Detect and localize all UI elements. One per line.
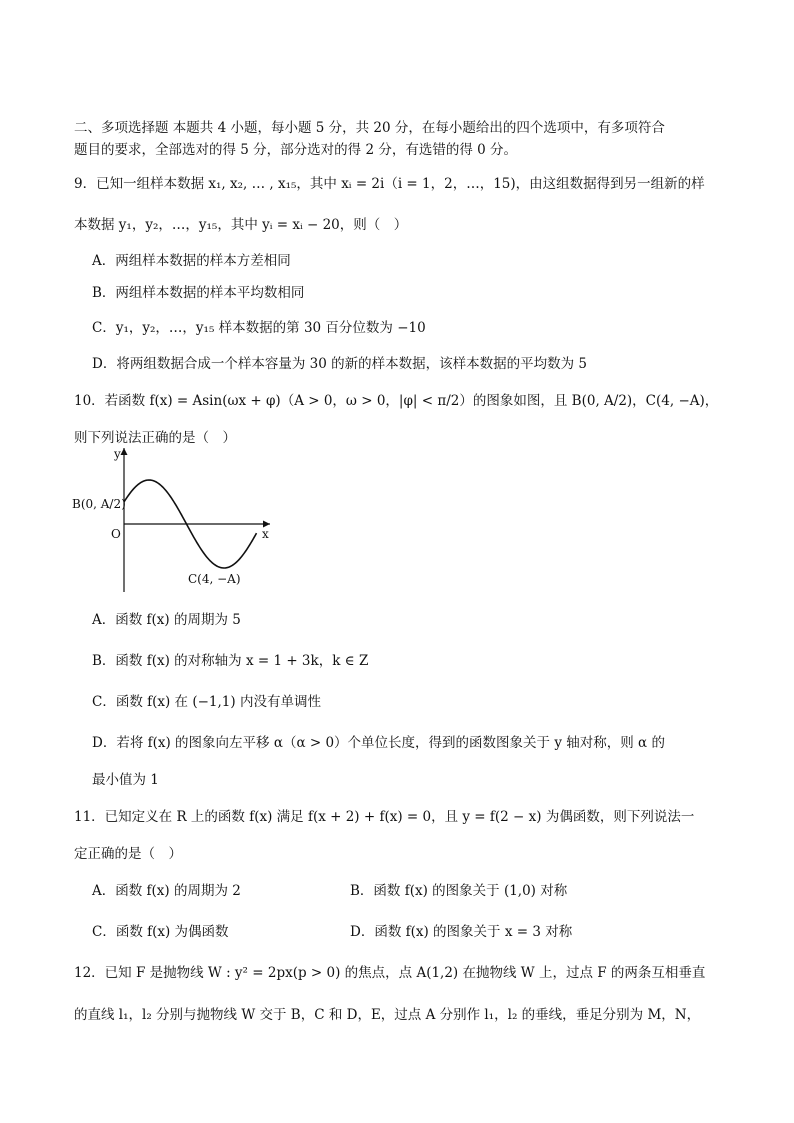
section-header-line1: 二、多项选择题 本题共 4 小题，每小题 5 分，共 20 分，在每小题给出的四个选项中，有多项符合: [74, 120, 665, 136]
q11-option-a: A．函数 f(x) 的周期为 2: [92, 883, 241, 899]
q11-option-b: B．函数 f(x) 的图象关于 (1,0) 对称: [350, 883, 568, 899]
q10-stem-line2: 则下列说法正确的是（ ）: [74, 430, 236, 446]
q11-stem-line1: 11．已知定义在 R 上的函数 f(x) 满足 f(x + 2) + f(x) = 0，且 y = f(2 − x) 为偶函数，则下列说法一: [74, 809, 695, 825]
q10-stem-line1: 10．若函数 f(x) = Asin(ωx + φ)（A > 0，ω > 0，|φ| < π/2）的图象如图，且 B(0, A/2)，C(4, −A)，: [74, 393, 719, 409]
sine-graph: [70, 440, 280, 600]
q11-option-c: C．函数 f(x) 为偶函数: [92, 924, 229, 940]
q10-option-a: A．函数 f(x) 的周期为 5: [92, 612, 241, 628]
q10-option-d-cont: 最小值为 1: [92, 772, 159, 788]
q9-stem-line2: 本数据 y₁，y₂，…，y₁₅，其中 yᵢ = xᵢ − 20，则（ ）: [74, 217, 408, 233]
q10-option-d: D．若将 f(x) 的图象向左平移 α（α > 0）个单位长度，得到的函数图象关于 y 轴对称，则 α 的: [92, 735, 665, 751]
q10-option-b: B．函数 f(x) 的对称轴为 x = 1 + 3k，k ∈ Z: [92, 653, 369, 669]
point-b-label: B(0, A/2): [72, 497, 126, 511]
origin-label: O: [111, 527, 121, 541]
q12-stem-line2: 的直线 l₁，l₂ 分别与抛物线 W 交于 B，C 和 D，E，过点 A 分别作 l₁，l₂ 的垂线，垂足分别为 M，N，: [74, 1007, 701, 1023]
q9-option-b: B．两组样本数据的样本平均数相同: [92, 285, 305, 301]
q9-option-d: D．将两组数据合成一个样本容量为 30 的新的样本数据，该样本数据的平均数为 5: [92, 356, 587, 372]
q12-stem-line1: 12．已知 F 是抛物线 W : y² = 2px(p > 0) 的焦点，点 A(1,2) 在抛物线 W 上，过点 F 的两条互相垂直: [74, 965, 706, 981]
point-c-label: C(4, −A): [188, 572, 241, 586]
q9-option-a: A．两组样本数据的样本方差相同: [92, 253, 291, 269]
section-header-line2: 题目的要求，全部选对的得 5 分，部分选对的得 2 分，有选错的得 0 分。: [74, 142, 518, 158]
x-axis-label: x: [262, 527, 269, 541]
q11-option-d: D．函数 f(x) 的图象关于 x = 3 对称: [350, 924, 573, 940]
q9-stem-line1: 9．已知一组样本数据 x₁, x₂, … , x₁₅，其中 xᵢ = 2i（i = 1，2，…，15)，由这组数据得到另一组新的样: [74, 176, 705, 192]
y-axis-label: y: [114, 447, 121, 461]
q11-stem-line2: 定正确的是（ ）: [74, 846, 182, 862]
q9-option-c: C．y₁，y₂，…，y₁₅ 样本数据的第 30 百分位数为 −10: [92, 320, 426, 336]
q10-option-c: C．函数 f(x) 在 (−1,1) 内没有单调性: [92, 694, 321, 710]
